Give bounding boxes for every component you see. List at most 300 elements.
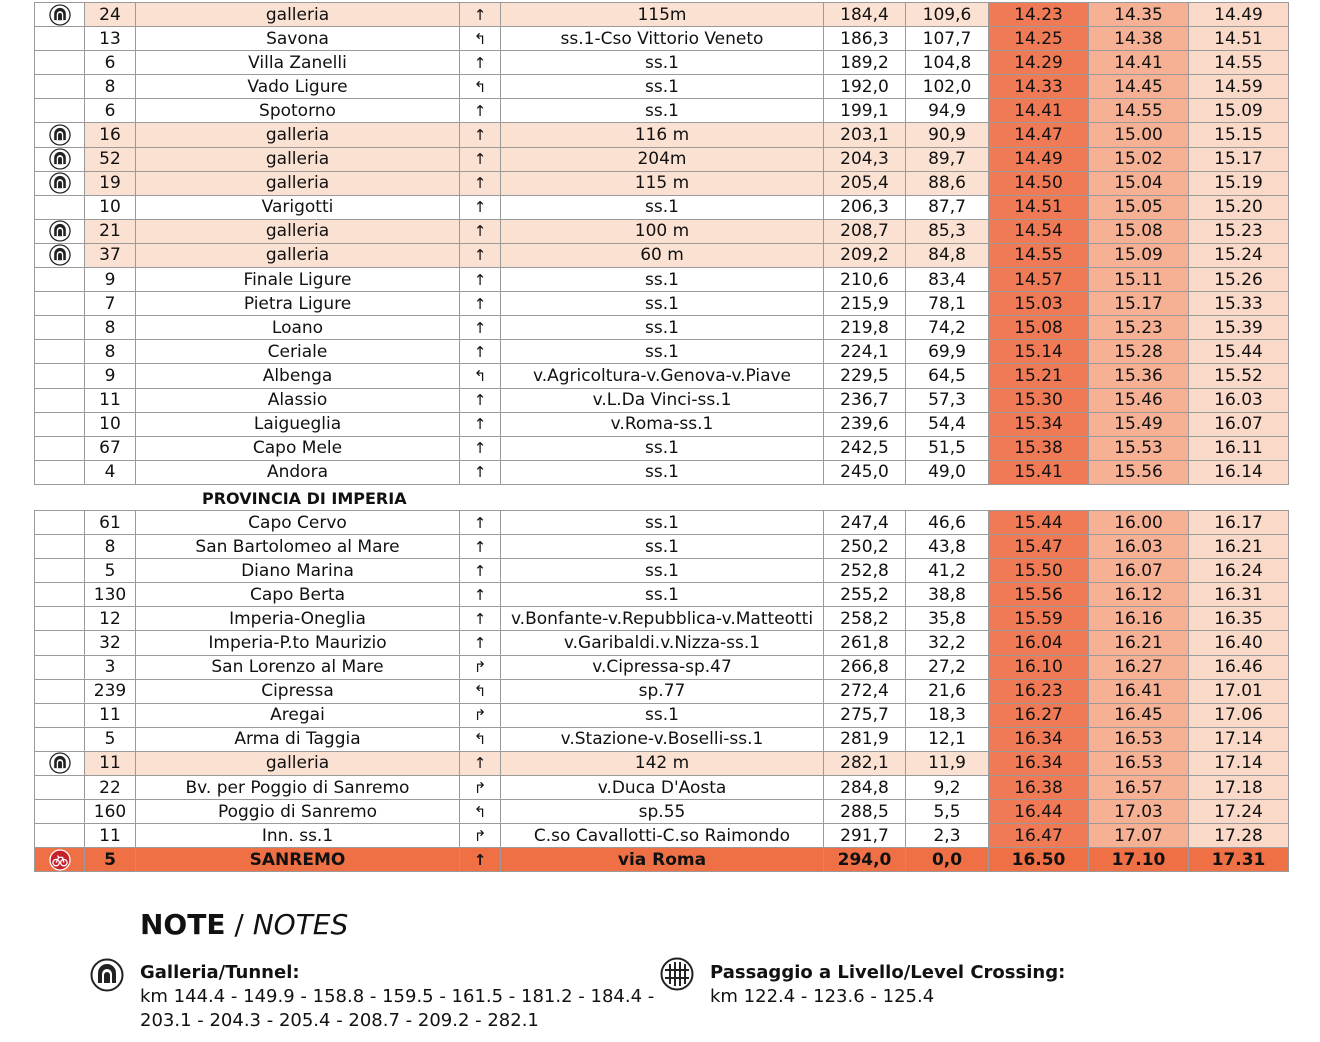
altitude-cell: 160 — [85, 800, 136, 824]
place-cell: San Lorenzo al Mare — [136, 655, 460, 679]
km-cell: 258,2 — [824, 607, 906, 631]
road-cell: ss.1 — [501, 583, 824, 607]
remaining-km-cell: 64,5 — [906, 364, 989, 388]
road-cell: ss.1 — [501, 316, 824, 340]
time-fast-cell: 16.50 — [989, 848, 1089, 872]
time-mid-cell: 15.05 — [1089, 195, 1189, 219]
road-cell: v.Roma-ss.1 — [501, 412, 824, 436]
time-mid-cell: 14.41 — [1089, 51, 1189, 75]
remaining-km-cell: 49,0 — [906, 460, 989, 484]
time-fast-cell: 15.41 — [989, 460, 1089, 484]
time-mid-cell: 15.56 — [1089, 460, 1189, 484]
remaining-km-cell: 54,4 — [906, 412, 989, 436]
time-fast-cell: 15.08 — [989, 316, 1089, 340]
table-row — [35, 171, 1289, 195]
remaining-km-cell: 0,0 — [906, 848, 989, 872]
km-cell: 250,2 — [824, 535, 906, 559]
icon-cell — [35, 147, 85, 171]
table-row — [35, 364, 1289, 388]
time-slow-cell: 16.46 — [1189, 655, 1289, 679]
remaining-km-cell: 51,5 — [906, 436, 989, 460]
altitude-cell: 11 — [85, 751, 136, 775]
direction-cell: ↑ — [460, 559, 501, 583]
time-fast-cell: 16.38 — [989, 776, 1089, 800]
altitude-cell: 130 — [85, 583, 136, 607]
remaining-km-cell: 46,6 — [906, 511, 989, 535]
place-cell: galleria — [136, 751, 460, 775]
time-fast-cell: 15.59 — [989, 607, 1089, 631]
remaining-km-cell: 87,7 — [906, 195, 989, 219]
remaining-km-cell: 5,5 — [906, 800, 989, 824]
altitude-cell: 10 — [85, 195, 136, 219]
icon-cell — [35, 388, 85, 412]
km-cell: 272,4 — [824, 679, 906, 703]
place-cell: Capo Mele — [136, 436, 460, 460]
time-fast-cell: 14.33 — [989, 75, 1089, 99]
direction-cell: ↑ — [460, 316, 501, 340]
time-fast-cell: 14.47 — [989, 123, 1089, 147]
time-mid-cell: 15.11 — [1089, 268, 1189, 292]
km-cell: 239,6 — [824, 412, 906, 436]
time-slow-cell: 14.59 — [1189, 75, 1289, 99]
place-cell: Aregai — [136, 703, 460, 727]
time-fast-cell: 15.47 — [989, 535, 1089, 559]
direction-cell: ↑ — [460, 511, 501, 535]
altitude-cell: 5 — [85, 848, 136, 872]
altitude-cell: 12 — [85, 607, 136, 631]
place-cell: galleria — [136, 147, 460, 171]
time-slow-cell: 15.17 — [1189, 147, 1289, 171]
time-mid-cell: 16.57 — [1089, 776, 1189, 800]
direction-cell: ↑ — [460, 340, 501, 364]
time-mid-cell: 15.17 — [1089, 292, 1189, 316]
time-slow-cell: 16.40 — [1189, 631, 1289, 655]
remaining-km-cell: 109,6 — [906, 3, 989, 27]
time-fast-cell: 14.51 — [989, 195, 1089, 219]
road-cell: v.L.Da Vinci-ss.1 — [501, 388, 824, 412]
km-cell: 261,8 — [824, 631, 906, 655]
km-cell: 245,0 — [824, 460, 906, 484]
tunnel-note-line2: 203.1 - 204.3 - 205.4 - 208.7 - 209.2 - 282.1 — [140, 1010, 539, 1031]
icon-cell — [35, 824, 85, 848]
time-fast-cell: 14.41 — [989, 99, 1089, 123]
icon-cell — [35, 243, 85, 267]
time-slow-cell: 17.06 — [1189, 703, 1289, 727]
remaining-km-cell: 89,7 — [906, 147, 989, 171]
altitude-cell: 37 — [85, 243, 136, 267]
direction-cell: ↑ — [460, 3, 501, 27]
icon-cell — [35, 195, 85, 219]
tunnel-icon — [49, 244, 71, 266]
time-fast-cell: 15.50 — [989, 559, 1089, 583]
remaining-km-cell: 57,3 — [906, 388, 989, 412]
road-cell: 116 m — [501, 123, 824, 147]
time-fast-cell: 16.23 — [989, 679, 1089, 703]
table-row — [35, 776, 1289, 800]
altitude-cell: 13 — [85, 27, 136, 51]
altitude-cell: 6 — [85, 51, 136, 75]
remaining-km-cell: 35,8 — [906, 607, 989, 631]
time-mid-cell: 14.45 — [1089, 75, 1189, 99]
table-row — [35, 268, 1289, 292]
road-cell: ss.1-Cso Vittorio Veneto — [501, 27, 824, 51]
altitude-cell: 6 — [85, 99, 136, 123]
place-cell: galleria — [136, 243, 460, 267]
time-slow-cell: 17.24 — [1189, 800, 1289, 824]
time-fast-cell: 15.38 — [989, 436, 1089, 460]
tunnel-note — [140, 961, 654, 1033]
km-cell: 252,8 — [824, 559, 906, 583]
time-mid-cell: 16.00 — [1089, 511, 1189, 535]
time-slow-cell: 15.23 — [1189, 219, 1289, 243]
time-fast-cell: 15.44 — [989, 511, 1089, 535]
remaining-km-cell: 43,8 — [906, 535, 989, 559]
road-cell: v.Garibaldi.v.Nizza-ss.1 — [501, 631, 824, 655]
direction-cell: ↱ — [460, 824, 501, 848]
notes-title-separator: / — [225, 908, 253, 941]
km-cell: 294,0 — [824, 848, 906, 872]
icon-cell — [35, 27, 85, 51]
table-row — [35, 195, 1289, 219]
altitude-cell: 5 — [85, 727, 136, 751]
road-cell: via Roma — [501, 848, 824, 872]
tunnel-note-line1: km 144.4 - 149.9 - 158.8 - 159.5 - 161.5 - 181.2 - 184.4 - — [140, 986, 655, 1007]
direction-cell: ↑ — [460, 607, 501, 631]
km-cell: 255,2 — [824, 583, 906, 607]
place-cell: Capo Cervo — [136, 511, 460, 535]
altitude-cell: 10 — [85, 412, 136, 436]
km-cell: 282,1 — [824, 751, 906, 775]
time-fast-cell: 14.49 — [989, 147, 1089, 171]
road-cell: 204m — [501, 147, 824, 171]
time-mid-cell: 15.23 — [1089, 316, 1189, 340]
time-fast-cell: 15.21 — [989, 364, 1089, 388]
remaining-km-cell: 104,8 — [906, 51, 989, 75]
road-cell: 142 m — [501, 751, 824, 775]
road-cell: ss.1 — [501, 511, 824, 535]
road-cell: ss.1 — [501, 559, 824, 583]
time-fast-cell: 15.14 — [989, 340, 1089, 364]
remaining-km-cell: 90,9 — [906, 123, 989, 147]
place-cell: Ceriale — [136, 340, 460, 364]
km-cell: 236,7 — [824, 388, 906, 412]
route-table-imperia — [34, 510, 1289, 872]
time-slow-cell: 16.24 — [1189, 559, 1289, 583]
tunnel-icon — [90, 958, 124, 992]
road-cell: ss.1 — [501, 51, 824, 75]
altitude-cell: 8 — [85, 535, 136, 559]
time-mid-cell: 15.49 — [1089, 412, 1189, 436]
road-cell: C.so Cavallotti-C.so Raimondo — [501, 824, 824, 848]
table-row — [35, 559, 1289, 583]
km-cell: 208,7 — [824, 219, 906, 243]
km-cell: 205,4 — [824, 171, 906, 195]
table-row — [35, 535, 1289, 559]
time-mid-cell: 16.16 — [1089, 607, 1189, 631]
icon-cell — [35, 776, 85, 800]
time-slow-cell: 16.17 — [1189, 511, 1289, 535]
table-row — [35, 123, 1289, 147]
km-cell: 266,8 — [824, 655, 906, 679]
km-cell: 247,4 — [824, 511, 906, 535]
time-mid-cell: 16.07 — [1089, 559, 1189, 583]
place-cell: galleria — [136, 171, 460, 195]
direction-cell: ↱ — [460, 703, 501, 727]
road-cell: ss.1 — [501, 99, 824, 123]
remaining-km-cell: 32,2 — [906, 631, 989, 655]
km-cell: 210,6 — [824, 268, 906, 292]
direction-cell: ↑ — [460, 412, 501, 436]
table-row — [35, 751, 1289, 775]
finish-icon — [49, 849, 71, 871]
table-row — [35, 292, 1289, 316]
crossing-note-line1: km 122.4 - 123.6 - 125.4 — [710, 986, 935, 1007]
km-cell: 219,8 — [824, 316, 906, 340]
remaining-km-cell: 21,6 — [906, 679, 989, 703]
icon-cell — [35, 559, 85, 583]
icon-cell — [35, 171, 85, 195]
direction-cell: ↑ — [460, 751, 501, 775]
place-cell: galleria — [136, 219, 460, 243]
time-fast-cell: 15.30 — [989, 388, 1089, 412]
crossing-note-icon-wrap — [660, 957, 694, 998]
km-cell: 275,7 — [824, 703, 906, 727]
remaining-km-cell: 84,8 — [906, 243, 989, 267]
remaining-km-cell: 41,2 — [906, 559, 989, 583]
remaining-km-cell: 102,0 — [906, 75, 989, 99]
km-cell: 189,2 — [824, 51, 906, 75]
time-mid-cell: 14.55 — [1089, 99, 1189, 123]
road-cell: ss.1 — [501, 75, 824, 99]
time-mid-cell: 14.35 — [1089, 3, 1189, 27]
direction-cell: ↑ — [460, 388, 501, 412]
time-fast-cell: 16.44 — [989, 800, 1089, 824]
km-cell: 203,1 — [824, 123, 906, 147]
time-slow-cell: 16.21 — [1189, 535, 1289, 559]
table-row — [35, 219, 1289, 243]
notes-title — [140, 908, 348, 941]
altitude-cell: 7 — [85, 292, 136, 316]
place-cell: Imperia-P.to Maurizio — [136, 631, 460, 655]
altitude-cell: 52 — [85, 147, 136, 171]
tunnel-note-icon-wrap — [90, 958, 124, 999]
place-cell: Finale Ligure — [136, 268, 460, 292]
tunnel-note-heading: Galleria/Tunnel: — [140, 962, 300, 983]
time-slow-cell: 17.14 — [1189, 751, 1289, 775]
place-cell: Bv. per Poggio di Sanremo — [136, 776, 460, 800]
table-row — [35, 703, 1289, 727]
remaining-km-cell: 69,9 — [906, 340, 989, 364]
time-slow-cell: 17.01 — [1189, 679, 1289, 703]
direction-cell: ↱ — [460, 655, 501, 679]
time-mid-cell: 16.45 — [1089, 703, 1189, 727]
km-cell: 224,1 — [824, 340, 906, 364]
time-fast-cell: 15.34 — [989, 412, 1089, 436]
table-row — [35, 824, 1289, 848]
time-fast-cell: 14.50 — [989, 171, 1089, 195]
remaining-km-cell: 18,3 — [906, 703, 989, 727]
place-cell: Poggio di Sanremo — [136, 800, 460, 824]
table-row — [35, 3, 1289, 27]
direction-cell: ↑ — [460, 848, 501, 872]
direction-cell: ↑ — [460, 147, 501, 171]
tunnel-icon — [49, 752, 71, 774]
time-slow-cell: 15.09 — [1189, 99, 1289, 123]
time-mid-cell: 15.53 — [1089, 436, 1189, 460]
place-cell: Cipressa — [136, 679, 460, 703]
time-slow-cell: 15.39 — [1189, 316, 1289, 340]
altitude-cell: 8 — [85, 75, 136, 99]
km-cell: 291,7 — [824, 824, 906, 848]
km-cell: 206,3 — [824, 195, 906, 219]
tunnel-icon — [49, 124, 71, 146]
place-cell: Arma di Taggia — [136, 727, 460, 751]
icon-cell — [35, 583, 85, 607]
place-cell: Villa Zanelli — [136, 51, 460, 75]
direction-cell: ↑ — [460, 195, 501, 219]
icon-cell — [35, 75, 85, 99]
road-cell: ss.1 — [501, 436, 824, 460]
road-cell: v.Cipressa-sp.47 — [501, 655, 824, 679]
route-table-savona — [34, 2, 1289, 485]
time-mid-cell: 16.27 — [1089, 655, 1189, 679]
province-heading: PROVINCIA DI IMPERIA — [202, 489, 407, 508]
time-slow-cell: 15.52 — [1189, 364, 1289, 388]
crossing-note — [710, 961, 1065, 1009]
place-cell: Spotorno — [136, 99, 460, 123]
icon-cell — [35, 436, 85, 460]
icon-cell — [35, 3, 85, 27]
remaining-km-cell: 9,2 — [906, 776, 989, 800]
time-fast-cell: 16.34 — [989, 751, 1089, 775]
time-slow-cell: 15.44 — [1189, 340, 1289, 364]
tunnel-icon — [49, 4, 71, 26]
time-fast-cell: 15.03 — [989, 292, 1089, 316]
icon-cell — [35, 412, 85, 436]
notes-title-bold: NOTE — [140, 908, 226, 941]
direction-cell: ↰ — [460, 727, 501, 751]
table-row — [35, 848, 1289, 872]
table-row — [35, 316, 1289, 340]
time-mid-cell: 17.07 — [1089, 824, 1189, 848]
time-slow-cell: 15.26 — [1189, 268, 1289, 292]
table-row — [35, 27, 1289, 51]
remaining-km-cell: 83,4 — [906, 268, 989, 292]
time-fast-cell: 14.57 — [989, 268, 1089, 292]
km-cell: 284,8 — [824, 776, 906, 800]
km-cell: 199,1 — [824, 99, 906, 123]
place-cell: Savona — [136, 27, 460, 51]
road-cell: sp.55 — [501, 800, 824, 824]
km-cell: 229,5 — [824, 364, 906, 388]
remaining-km-cell: 107,7 — [906, 27, 989, 51]
icon-cell — [35, 535, 85, 559]
time-slow-cell: 15.20 — [1189, 195, 1289, 219]
icon-cell — [35, 460, 85, 484]
altitude-cell: 5 — [85, 559, 136, 583]
direction-cell: ↰ — [460, 800, 501, 824]
notes-title-italic: NOTES — [252, 908, 349, 941]
remaining-km-cell: 74,2 — [906, 316, 989, 340]
place-cell: Albenga — [136, 364, 460, 388]
place-cell: Capo Berta — [136, 583, 460, 607]
place-cell: San Bartolomeo al Mare — [136, 535, 460, 559]
direction-cell: ↱ — [460, 776, 501, 800]
direction-cell: ↰ — [460, 679, 501, 703]
road-cell: 115 m — [501, 171, 824, 195]
road-cell: v.Bonfante-v.Repubblica-v.Matteotti — [501, 607, 824, 631]
direction-cell: ↰ — [460, 364, 501, 388]
place-cell: Laigueglia — [136, 412, 460, 436]
icon-cell — [35, 631, 85, 655]
direction-cell: ↑ — [460, 51, 501, 75]
table-row — [35, 583, 1289, 607]
altitude-cell: 239 — [85, 679, 136, 703]
direction-cell: ↑ — [460, 99, 501, 123]
direction-cell: ↑ — [460, 436, 501, 460]
icon-cell — [35, 727, 85, 751]
road-cell: ss.1 — [501, 460, 824, 484]
table-row — [35, 99, 1289, 123]
tunnel-icon — [49, 220, 71, 242]
road-cell: ss.1 — [501, 268, 824, 292]
altitude-cell: 4 — [85, 460, 136, 484]
road-cell: 60 m — [501, 243, 824, 267]
table-row — [35, 436, 1289, 460]
time-mid-cell: 17.10 — [1089, 848, 1189, 872]
direction-cell: ↑ — [460, 123, 501, 147]
time-slow-cell: 16.35 — [1189, 607, 1289, 631]
time-mid-cell: 17.03 — [1089, 800, 1189, 824]
altitude-cell: 32 — [85, 631, 136, 655]
remaining-km-cell: 11,9 — [906, 751, 989, 775]
icon-cell — [35, 292, 85, 316]
road-cell: ss.1 — [501, 703, 824, 727]
altitude-cell: 24 — [85, 3, 136, 27]
crossing-note-heading: Passaggio a Livello/Level Crossing: — [710, 962, 1066, 983]
time-slow-cell: 17.28 — [1189, 824, 1289, 848]
time-slow-cell: 15.24 — [1189, 243, 1289, 267]
time-slow-cell: 15.33 — [1189, 292, 1289, 316]
direction-cell: ↰ — [460, 27, 501, 51]
time-mid-cell: 15.08 — [1089, 219, 1189, 243]
icon-cell — [35, 607, 85, 631]
table-row — [35, 412, 1289, 436]
place-cell: Alassio — [136, 388, 460, 412]
time-mid-cell: 15.00 — [1089, 123, 1189, 147]
place-cell: Vado Ligure — [136, 75, 460, 99]
time-fast-cell: 16.27 — [989, 703, 1089, 727]
place-cell: galleria — [136, 123, 460, 147]
icon-cell — [35, 655, 85, 679]
place-cell: Loano — [136, 316, 460, 340]
direction-cell: ↑ — [460, 219, 501, 243]
table-row — [35, 800, 1289, 824]
icon-cell — [35, 51, 85, 75]
direction-cell: ↑ — [460, 268, 501, 292]
icon-cell — [35, 751, 85, 775]
table-row — [35, 727, 1289, 751]
time-fast-cell: 16.47 — [989, 824, 1089, 848]
level-crossing-icon — [660, 957, 694, 991]
direction-cell: ↰ — [460, 75, 501, 99]
time-slow-cell: 17.14 — [1189, 727, 1289, 751]
km-cell: 288,5 — [824, 800, 906, 824]
altitude-cell: 61 — [85, 511, 136, 535]
time-mid-cell: 16.41 — [1089, 679, 1189, 703]
time-slow-cell: 16.11 — [1189, 436, 1289, 460]
time-mid-cell: 16.53 — [1089, 727, 1189, 751]
